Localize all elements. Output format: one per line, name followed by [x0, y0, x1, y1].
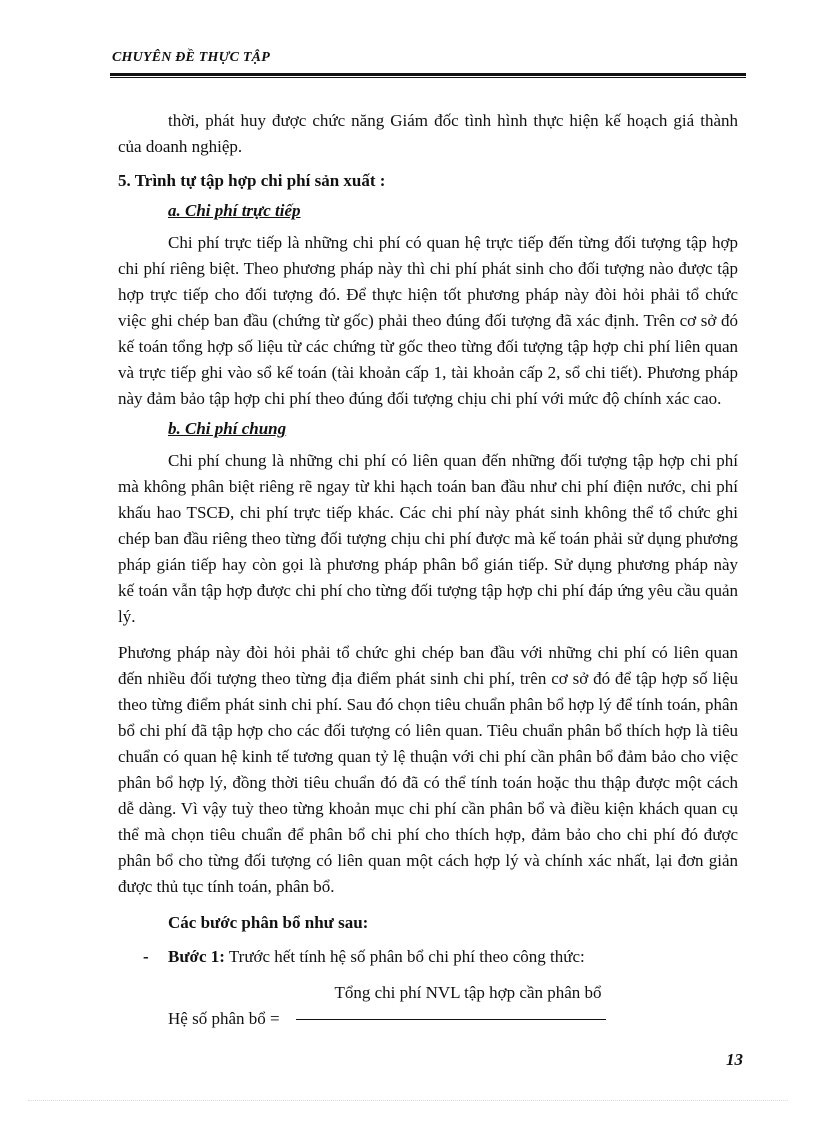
- subsection-b-paragraph-2: Phương pháp này đòi hỏi phải tổ chức ghi chép ban đầu với những chi phí có liên quan đến nhiều đối tượng theo từng địa điểm phát sinh chi phí, trên cơ sở đó để tập hợp số liệu theo từng điểm phát sinh chi phí. Sau đó chọn tiêu chuẩn phân bổ hợp lý để tính toán, phân bổ chi phí đã tập hợp cho các đối tượng có liên quan. Tiêu chuẩn phân bổ thích hợp là tiêu chuẩn có quan hệ kinh tế tương quan tỷ lệ thuận với chi phí cần phân bổ đảm bảo cho việc phân bổ hợp lý, đồng thời tiêu chuẩn đó đã có thể tính toán hoặc thu thập được một cách dễ dàng. Vì vậy tuỳ theo từng khoản mục chi phí cần phân bổ và điều kiện khách quan cụ thể mà chọn tiêu chuẩn để phân bổ chi phí cho thích hợp, đảm bảo cho chi phí đó được phân bổ cho từng đối tượng có liên quan một cách hợp lý và chính xác nhất, lại đơn giản được thủ tục tính toán, phân bổ.: [118, 643, 738, 896]
- formula-lhs: Hệ số phân bổ =: [168, 1009, 280, 1028]
- page-number: 13: [726, 1050, 743, 1069]
- bullet-dash: -: [143, 947, 149, 966]
- steps-title: Các bước phân bổ như sau:: [168, 913, 369, 932]
- formula-numerator: Tổng chi phí NVL tập hợp cần phân bổ: [334, 983, 602, 1002]
- formula-row: [118, 1006, 738, 1034]
- step-1-text: Trước hết tính hệ số phân bổ chi phí theo công thức:: [224, 947, 585, 966]
- subsection-b-paragraph-1: Chi phí chung là những chi phí có liên quan đến những đối tượng tập hợp chi phí mà không phân biệt riêng rẽ ngay từ khi hạch toán ban đầu như chi phí điện nước, chi phí khấu hao TSCĐ, chi phí trực tiếp khác. Các chi phí này phát sinh không thể tổ chức ghi chép ban đầu riêng theo từng đối tượng chịu chi phí được mà kế toán phải sử dụng phương pháp gián tiếp hay còn gọi là phương pháp phân bổ gián tiếp. Sử dụng phương pháp này kế toán vẫn tập hợp được chi phí cho từng đối tượng tập hợp chi phí đáp ứng yêu cầu quản lý.: [118, 451, 738, 626]
- continued-paragraph: thời, phát huy được chức năng Giám đốc tình hình thực hiện kế hoạch giá thành của doanh nghiệp.: [118, 111, 738, 156]
- fraction-line: [296, 1019, 606, 1020]
- subsection-b-heading: b. Chi phí chung: [168, 419, 287, 438]
- step-1-item: [118, 944, 738, 970]
- page-content: [118, 108, 738, 1034]
- step-1-label: Bước 1:: [168, 947, 225, 966]
- subsection-a-heading: a. Chi phí trực tiếp: [168, 201, 301, 220]
- subsection-a-paragraph: Chi phí trực tiếp là những chi phí có quan hệ trực tiếp đến từng đối tượng tập hợp chi phí riêng biệt. Theo phương pháp này thì chi phí phát sinh cho đối tượng nào được tập hợp trực tiếp cho đối tượng đó. Để thực hiện tốt phương pháp này đòi hỏi phải tổ chức việc ghi chép ban đầu (chứng từ gốc) phải theo đúng đối tượng đã xác định. Trên cơ sở đó kế toán tổng hợp số liệu từ các chứng từ gốc theo từng đối tượng tập hợp chi phí liên quan và trực tiếp ghi vào sổ kế toán (tài khoản cấp 1, tài khoản cấp 2, sổ chi tiết). Phương pháp này đảm bảo tập hợp chi phí theo đúng đối tượng chịu chi phí với mức độ chính xác cao.: [118, 233, 738, 408]
- footer-rule: [28, 1100, 788, 1101]
- header-rule-thin: [110, 77, 746, 78]
- header-rule-thick: [110, 73, 746, 76]
- section-heading: 5. Trình tự tập hợp chi phí sản xuất :: [118, 171, 386, 190]
- page-header-title: CHUYÊN ĐỀ THỰC TẬP: [112, 50, 270, 65]
